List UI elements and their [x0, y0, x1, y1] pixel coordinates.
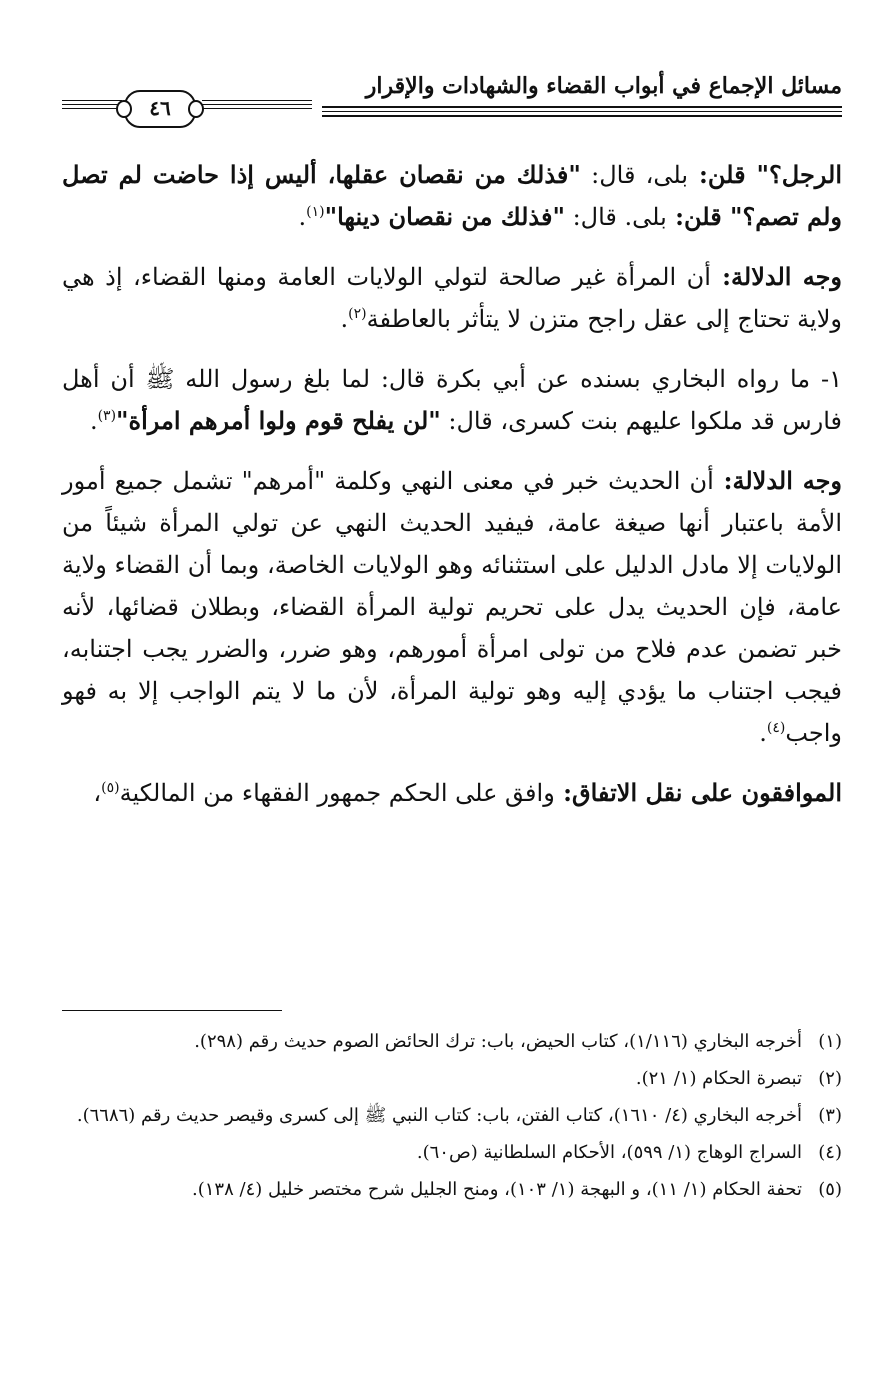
footnote-ref: (٣): [97, 408, 117, 424]
punctuation: .: [759, 719, 767, 747]
footnote-text: تبصرة الحكام (١/ ٢١).: [635, 1068, 802, 1089]
main-text: [62, 154, 842, 832]
section-label: الموافقون على نقل الاتفاق:: [554, 778, 842, 807]
footnote-item: [62, 1100, 842, 1131]
footnote-separator: [62, 1010, 282, 1011]
paragraph-consensus: [62, 772, 842, 814]
ornament-lines: [62, 100, 122, 112]
running-title: مسائل الإجماع في أبواب القضاء والشهادات والإقرار: [365, 73, 842, 99]
hadith-text: "فذلك من نقصان دينها": [324, 202, 565, 231]
text-span: الرجل؟" قلن:: [688, 160, 843, 189]
text-span: ١- ما رواه البخاري بسنده عن أبي بكرة قال: لما بلغ رسول الله ﷺ أن أهل فارس قد ملكوا عليهم بنت كسرى، قال:: [62, 365, 842, 435]
text-span: وافق على الحكم جمهور الفقهاء من المالكية: [119, 779, 555, 807]
footnotes: [62, 1026, 842, 1211]
footnote-number: (٥): [818, 1179, 842, 1200]
hadith-text: "فذلك من نقصان عقلها، أليس إذا حاضت لم تصل ولم تصم؟" قلن:: [62, 160, 842, 231]
ornament-lines: [202, 100, 312, 112]
punctuation: .: [298, 203, 307, 231]
footnote-text: تحفة الحكام (١/ ١١)، و البهجة (١/ ١٠٣)، ومنح الجليل شرح مختصر خليل (٤/ ١٣٨).: [192, 1179, 802, 1200]
section-label: وجه الدلالة:: [713, 466, 843, 495]
footnote-ref: (٢): [348, 306, 367, 322]
footnote-number: (٣): [818, 1105, 842, 1126]
paragraph-evidence-2: [62, 460, 842, 754]
paragraph-evidence-1: [62, 256, 842, 340]
footnote-ref: (١): [306, 204, 325, 220]
paragraph-hadith-2: [62, 358, 842, 442]
punctuation: ،: [93, 779, 102, 807]
book-page: [62, 70, 842, 1370]
page-number: ٤٦: [124, 90, 196, 128]
punctuation: .: [340, 305, 349, 333]
footnote-item: [62, 1174, 842, 1205]
footnote-number: (٤): [818, 1142, 842, 1163]
text-span: أن المرأة غير صالحة لتولي الولايات العامة ومنها القضاء، إذ هي ولاية تحتاج إلى عقل راجح متزن لا يتأثر بالعاطفة: [62, 263, 842, 333]
footnote-ref: (٥): [101, 780, 120, 796]
footnote-ref: (٤): [766, 720, 786, 736]
punctuation: .: [89, 407, 98, 435]
hadith-text: "لن يفلح قوم ولوا أمرهم امرأة": [116, 406, 441, 435]
footnote-text: أخرجه البخاري (١/١١٦)، كتاب الحيض، باب: ترك الحائض الصوم حديث رقم (٢٩٨).: [194, 1031, 802, 1052]
footnote-item: [62, 1026, 842, 1057]
page-number-ornament: [62, 90, 322, 124]
text-span: أن الحديث خبر في معنى النهي وكلمة "أمرهم" تشمل جميع أمور الأمة باعتبار أنها صيغة عامة، فيفيد الحديث النهي عن تولي المرأة شيئاً من الولايات إلا مادل الدليل على استثنائه وهو الولايات الخاصة، وبما أن القضاء ولاية عامة، فإن الحديث يدل على تحريم تولية المرأة القضاء، وبطلان قضائها، لأنه خبر تضمن عدم فلاح من تولى امرأة أمورهم، وهو ضرر، والضرر يجب اجتنابه، فيجب اجتناب ما يؤدي إليه وهو تولية المرأة، لأن ما لا يتم الواجب إلا به فهو واجب: [62, 467, 842, 747]
footnote-number: (١): [818, 1031, 842, 1052]
paragraph-hadith-continuation: [62, 154, 842, 238]
text-span: بلى، قال:: [580, 161, 689, 189]
section-label: وجه الدلالة:: [710, 262, 842, 291]
footnote-number: (٢): [818, 1068, 842, 1089]
footnote-text: أخرجه البخاري (٤/ ١٦١٠)، كتاب الفتن، باب: كتاب النبي ﷺ إلى كسرى وقيصر حديث رقم (٦٦٨٦).: [76, 1105, 802, 1126]
footnote-text: السراج الوهاج (١/ ٥٩٩)، الأحكام السلطانية (ص٦٠).: [416, 1142, 802, 1163]
footnote-item: [62, 1063, 842, 1094]
text-span: بلى. قال:: [564, 203, 667, 231]
footnote-item: [62, 1137, 842, 1168]
